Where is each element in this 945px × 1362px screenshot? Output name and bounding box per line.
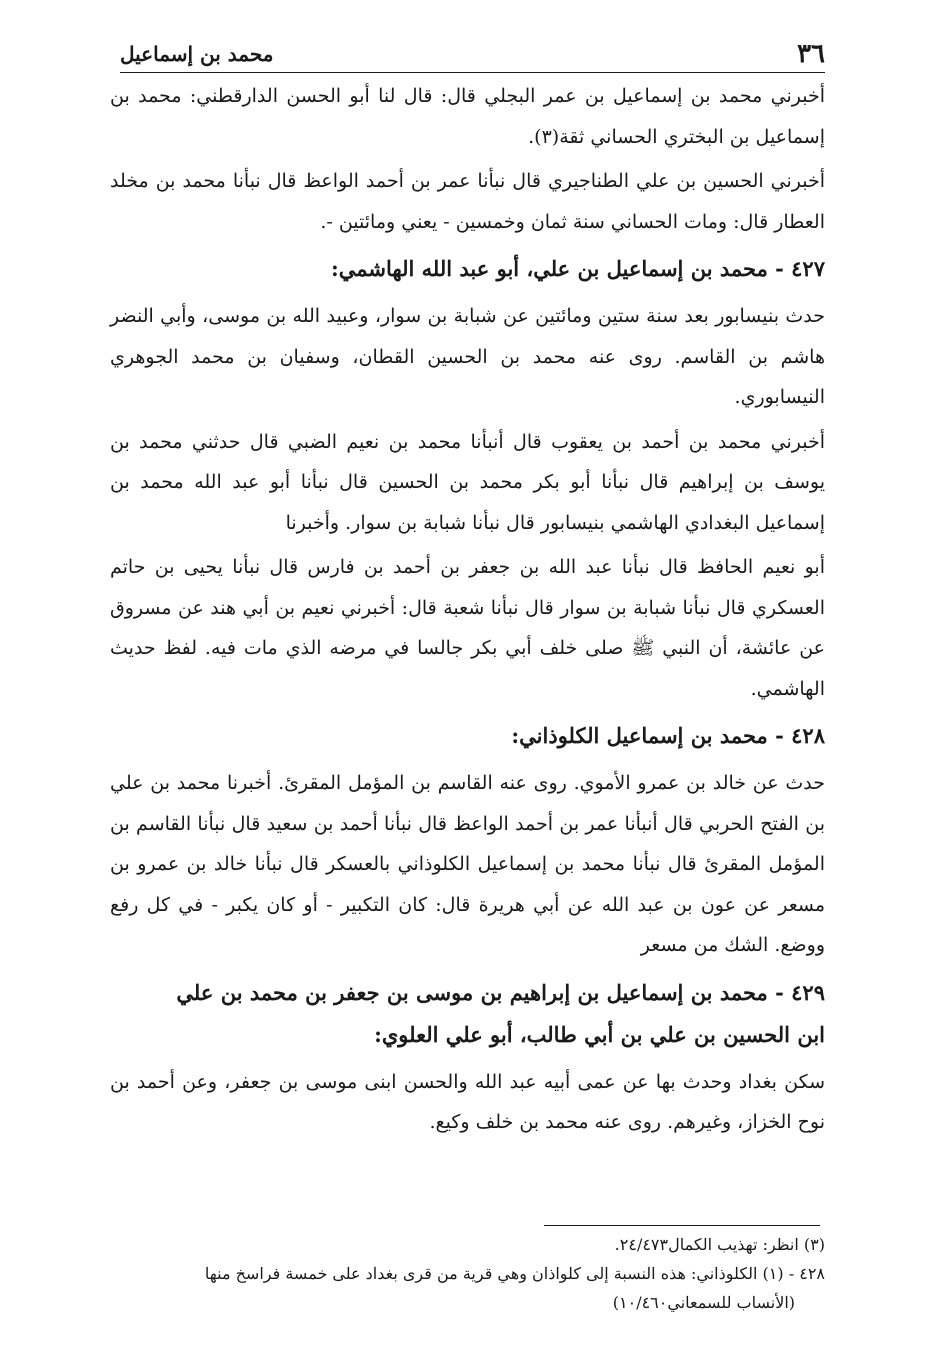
footnote-3: (٣) انظر: تهذيب الكمال٢٤/٤٧٣. — [614, 1235, 825, 1254]
entry-heading-429-line-1: ٤٢٩ - محمد بن إسماعيل بن إبراهيم بن موسى بن جعفر بن محمد بن علي — [176, 979, 825, 1005]
footnote-divider — [544, 1225, 820, 1226]
paragraph-entry-428: حدث عن خالد بن عمرو الأموي. روى عنه القاسم بن المؤمل المقرئ. أخبرنا محمد بن علي بن الفتح الحربي قال أنبأنا عمر بن أحمد الواعظ قال نبأنا أحمد بن سعيد قال نبأنا القاسم بن المؤمل المقرئ قال نبأنا محمد بن إسماعيل الكلوذاني بالعسكر قال نبأنا خالد بن عمرو بن مسعر عن عون بن عبد الله عن أبي هريرة قال: كان التكبير - أو كان يكبر - في كل رفع ووضع. الشك من مسعر — [110, 772, 825, 956]
entry-heading-429 — [110, 972, 825, 1056]
footnote-428-line-2: (الأنساب للسمعاني١٠/٤٦٠) — [612, 1293, 795, 1312]
paragraph-narration-1: أخبرني محمد بن إسماعيل بن عمر البجلي قال: قال لنا أبو الحسن الدارقطني: محمد بن إسماعيل بن البختري الحساني ثقة(٣). — [110, 85, 825, 148]
paragraph-entry-429: سكن بغداد وحدث بها عن عمى أبيه عبد الله والحسن ابنى موسى بن جعفر، وعن أحمد بن نوح الخزاز، وغيرهم. روى عنه محمد بن خلف وكيع. — [110, 1070, 825, 1133]
entry-heading-428: ٤٢٨ - محمد بن إسماعيل الكلوذاني: — [511, 723, 825, 748]
paragraph-entry-427-bio: حدث بنيسابور بعد سنة ستين ومائتين عن شبابة بن سوار، وعبيد الله بن موسى، وأبي النضر هاشم بن القاسم. روى عنه محمد بن الحسين القطان، وسفيان بن محمد الجوهري النيسابوري. — [110, 305, 825, 408]
footnote-428-line-1: ٤٢٨ - (١) الكلوذاني: هذه النسبة إلى كلواذان وهي قرية من قرى بغداد على خمسة فراسخ منها — [204, 1264, 825, 1283]
paragraph-narration-2: أخبرني الحسين بن علي الطناجيري قال نبأنا عمر بن أحمد الواعظ قال نبأنا محمد بن مخلد العطار قال: ومات الحساني سنة ثمان وخمسين - يعني ومائتين -. — [110, 170, 825, 233]
paragraph-entry-427-hadith: أبو نعيم الحافظ قال نبأنا عبد الله بن جعفر بن أحمد بن فارس قال نبأنا يحيى بن حاتم العسكري قال نبأنا شبابة بن سوار قال نبأنا شعبة قال: أخبرني نعيم بن أبي هند عن مسروق عن عائشة، أن النبي ﷺ صلى خلف أبي بكر جالسا في مرضه الذي مات فيه. لفظ حديث الهاشمي. — [110, 556, 825, 700]
page-number: ٣٦ — [797, 39, 825, 69]
paragraph-entry-427-chain: أخبرني محمد بن أحمد بن يعقوب قال أنبأنا محمد بن نعيم الضبي قال حدثني محمد بن يوسف بن إبراهيم قال نبأنا أبو بكر محمد بن الحسين قال نبأنا أبو عبد الله محمد بن إسماعيل البغدادي الهاشمي بنيسابور قال نبأنا شبابة بن سوار. وأخبرنا — [110, 430, 825, 534]
entry-heading-429-line-2: ابن الحسين بن علي بن أبي طالب، أبو علي العلوي: — [374, 1021, 825, 1047]
header-divider — [120, 72, 825, 73]
entry-heading-427: ٤٢٧ - محمد بن إسماعيل بن علي، أبو عبد الله الهاشمي: — [331, 256, 825, 281]
page-header — [120, 38, 825, 70]
main-text — [110, 76, 825, 1147]
footnotes — [115, 1230, 825, 1317]
running-title: محمد بن إسماعيل — [120, 42, 274, 66]
